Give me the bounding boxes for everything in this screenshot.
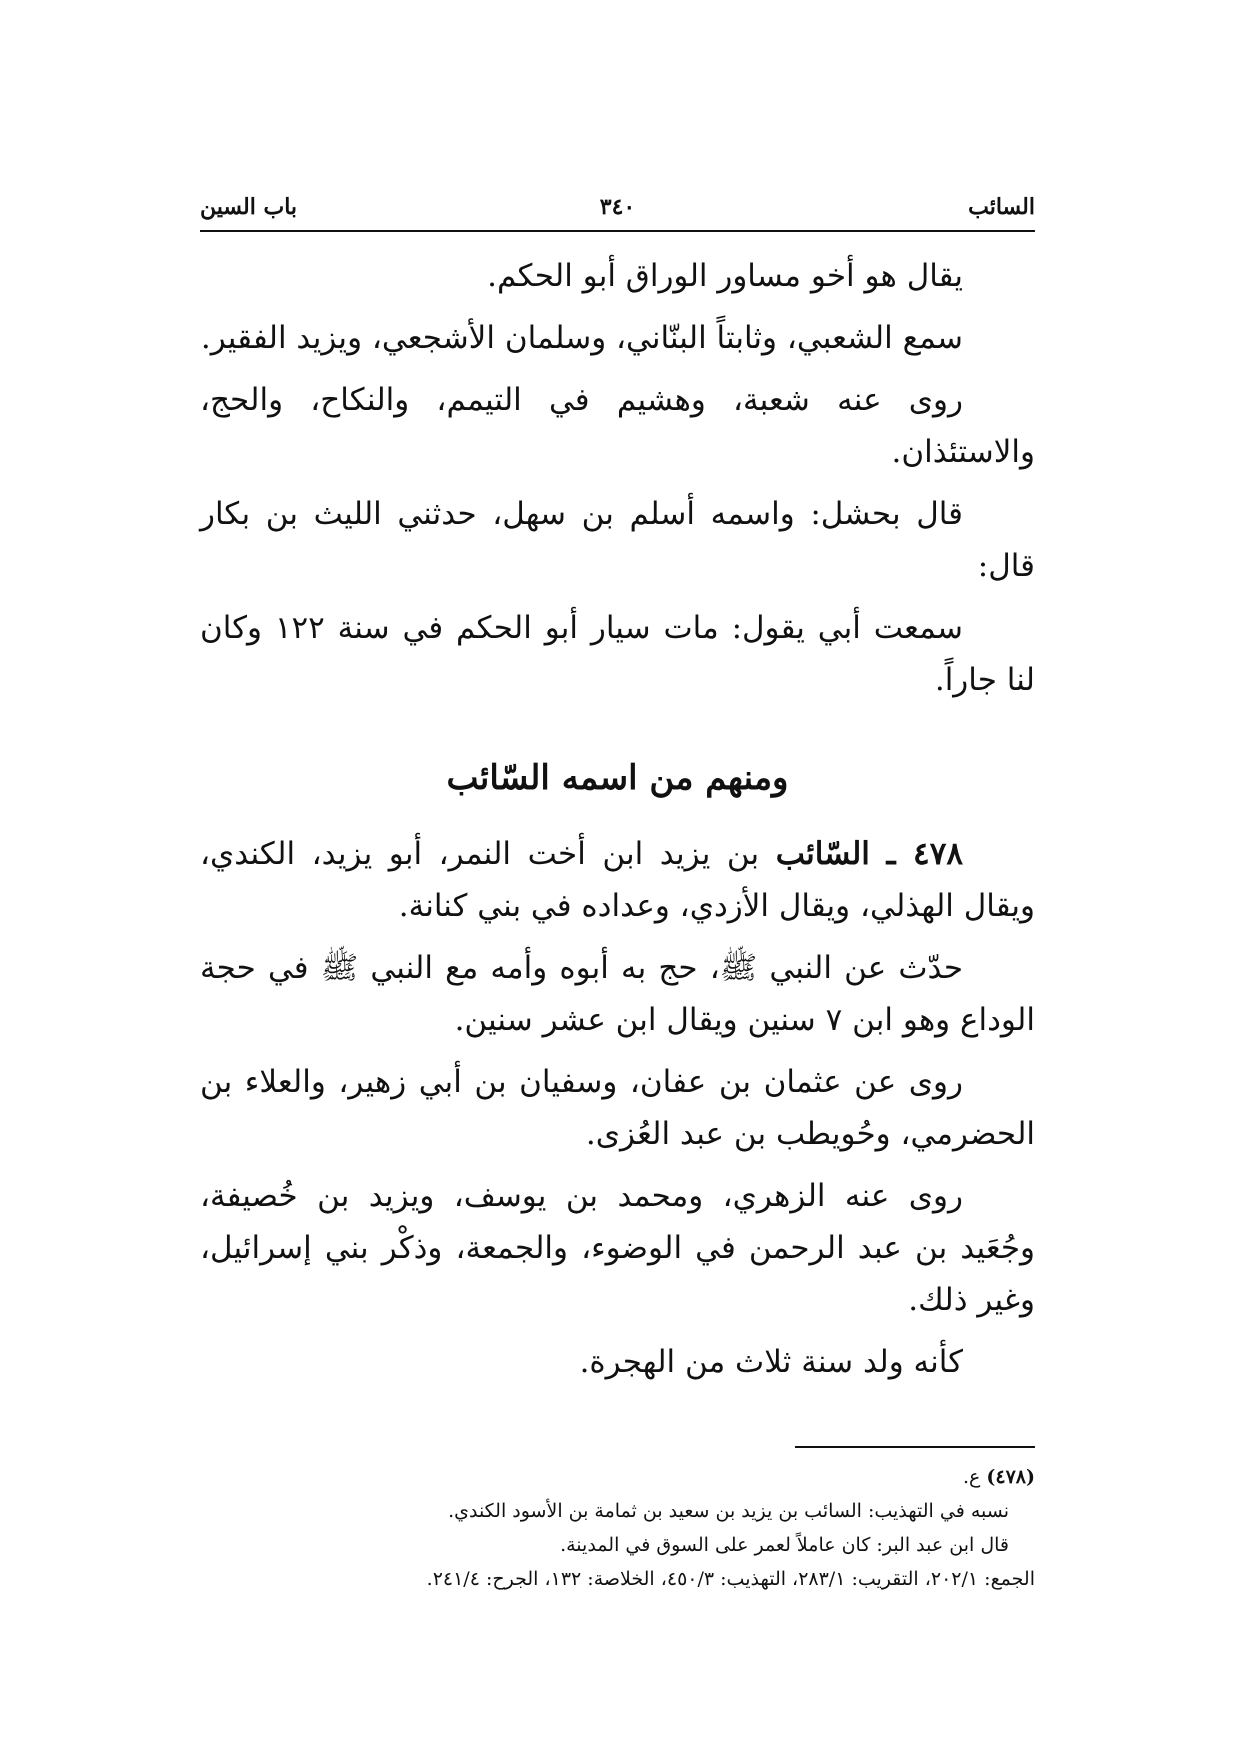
paragraph: سمع الشعبي، وثابتاً البنّاني، وسلمان الأشجعي، ويزيد الفقير. — [200, 320, 963, 356]
section-heading: ومنهم من اسمه السّائب — [446, 758, 789, 798]
paragraph: كأنه ولد سنة ثلاث من الهجرة. — [579, 1344, 963, 1380]
footnote-marker: (٤٧٨) — [986, 1466, 1035, 1488]
paragraph: روى عن عثمان بن عفان، وسفيان بن أبي زهير، والعلاء بن الحضرمي، وحُويطب بن عبد العُزى. — [200, 1064, 1035, 1152]
paragraph: حدّث عن النبي ﷺ، حج به أبوه وأمه مع النبي ﷺ في حجة الوداع وهو ابن ٧ سنين ويقال ابن عشر سنين. — [200, 950, 1035, 1038]
paragraph: سمعت أبي يقول: مات سيار أبو الحكم في سنة ١٢٢ وكان لنا جاراً. — [200, 610, 1035, 698]
header-chapter-title: باب السين — [200, 194, 298, 220]
running-header — [200, 190, 1035, 230]
footnote-line: قال ابن عبد البر: كان عاملاً لعمر على السوق في المدينة. — [560, 1534, 1009, 1556]
footnote-line: الجمع: ٢٠٢/١، التقريب: ٢٨٣/١، التهذيب: ٤٥٠/٣، الخلاصة: ١٣٢، الجرح: ٢٤١/٤. — [426, 1568, 1035, 1590]
entry-name: السّائب — [775, 836, 870, 872]
header-entry-name: السائب — [968, 194, 1035, 220]
paragraph: قال بحشل: واسمه أسلم بن سهل، حدثني الليث بن بكار قال: — [200, 496, 1035, 584]
paragraph: روى عنه الزهري، ومحمد بن يوسف، ويزيد بن خُصيفة، وجُعَيد بن عبد الرحمن في الوضوء، والجمعة، وذكْر بني إسرائيل، وغير ذلك. — [200, 1178, 1035, 1318]
entry-text: بن يزيد ابن أخت النمر، أبو يزيد، الكندي، ويقال الهذلي، ويقال الأزدي، وعداده في بني كنانة. — [200, 836, 1035, 924]
footnote-line: نسبه في التهذيب: السائب بن يزيد بن سعيد بن ثمامة بن الأسود الكندي. — [448, 1500, 1009, 1522]
entry-number: ٤٧٨ ـ — [886, 836, 963, 872]
footnotes — [200, 1446, 1035, 1596]
header-rule — [200, 230, 1035, 232]
footnote-marker-tail: ع. — [962, 1466, 981, 1488]
entry-paragraph — [200, 828, 1035, 932]
document-page — [200, 190, 1035, 1596]
paragraph: يقال هو أخو مساور الوراق أبو الحكم. — [487, 258, 963, 294]
footnote-marker-line — [200, 1460, 1035, 1494]
footnote-rule — [795, 1446, 1035, 1448]
paragraph: روى عنه شعبة، وهشيم في التيمم، والنكاح، والحج، والاستئذان. — [200, 382, 1035, 470]
page-number: ٣٤٠ — [599, 194, 636, 220]
